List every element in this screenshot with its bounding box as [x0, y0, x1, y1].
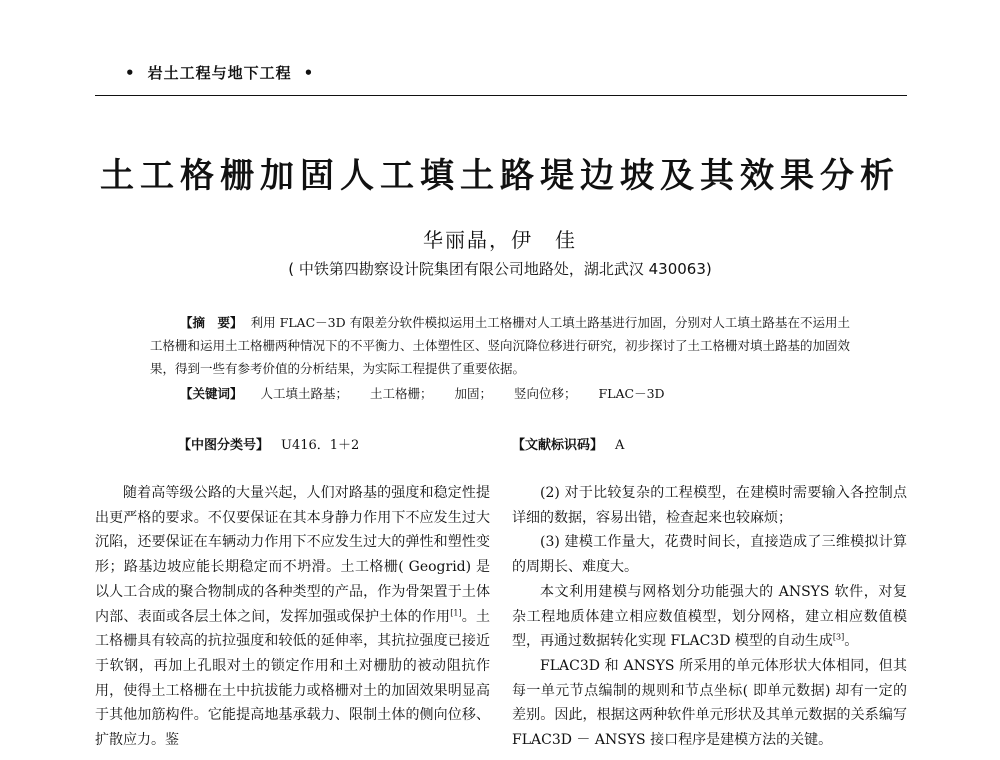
document-code-label: 【文献标识码】	[512, 438, 604, 453]
classification-label: 【中图分类号】	[178, 438, 270, 453]
citation-3: [3]	[832, 632, 845, 642]
running-header	[95, 62, 905, 83]
authors: 华丽晶，伊 佳	[423, 228, 577, 252]
keyword: 人工填土路基；	[260, 386, 349, 401]
body-paragraph	[512, 580, 907, 654]
header-bullet-left: •	[125, 64, 136, 82]
section-title: 岩土工程与地下工程	[147, 64, 292, 82]
keywords-label: 【关键词】	[180, 386, 243, 401]
body-paragraph: FLAC3D 和 ANSYS 所采用的单元体形状大体相同，但其每一单元节点编制的规则和节点坐标( 即单元数据) 却有一定的差别。因此，根据这两种软件单元形状及其单元数据的关系编写 FLAC3D － ANSYS 接口程序是建模方法的关键。	[512, 657, 907, 749]
body-paragraph: (3) 建模工作量大，花费时间长，直接造成了三维模拟计算的周期长、难度大。	[512, 534, 907, 576]
keyword: FLAC－3D	[598, 386, 665, 401]
body-paragraph: (2) 对于比较复杂的工程模型，在建模时需要输入各控制点详细的数据，容易出错，检查起来也较麻烦；	[512, 485, 907, 526]
paper-title: 土工格栅加固人工填土路堤边坡及其效果分析	[100, 156, 900, 196]
abstract	[150, 311, 850, 380]
abstract-text: 利用 FLAC－3D 有限差分软件模拟运用土工格栅对人工填土路基进行加固，分别对人工填土路基在不运用土工格栅和运用土工格栅两种情况下的不平衡力、土体塑性区、竖向沉降位移进行研究，初步探讨了土工格栅对填土路基的加固效果，得到一些有参考价值的分析结果，为实际工程提供了重要依据。	[150, 315, 851, 376]
body-column-left	[95, 481, 490, 753]
classification-number	[178, 434, 359, 453]
keyword: 加固；	[454, 386, 493, 401]
keyword: 竖向位移；	[514, 386, 577, 401]
paragraph-text: 随着高等级公路的大量兴起，人们对路基的强度和稳定性提出更严格的要求。不仅要保证在其本身静力作用下不应发生过大沉陷，还要保证在车辆动力作用下不应发生过大的弹性和塑性变形；路基边坡应能长期稳定而不坍滑。土工格栅( Geogrid) 是以人工合成的聚合物制成的各种类型的产品，作为骨架置于土体内部、表面或各层土体之间，发挥加强或保护土体的作用	[95, 485, 490, 625]
paragraph-text: 本文利用建模与网格划分功能强大的 ANSYS 软件，对复杂工程地质体建立相应数值模型，划分网格，建立相应数值模型，再通过数据转化实现 FLAC3D 模型的自动生成	[512, 583, 907, 650]
keyword: 土工格栅；	[370, 386, 433, 401]
body-column-right	[512, 481, 907, 753]
body-paragraph	[95, 481, 490, 753]
keywords	[180, 384, 880, 402]
header-bullet-right: •	[303, 64, 315, 82]
paragraph-text: 。	[844, 633, 859, 650]
classification-value: U416．1＋2	[281, 438, 360, 453]
paragraph-text: 。土工格栅具有较高的抗拉强度和较低的延伸率，其抗拉强度已接近于软钢，再加上孔眼对土的锁定作用和土对栅肋的被动阻抗作用，使得土工格栅在土中抗拔能力或格栅对土的加固效果明显高于其他加筋构件。它能提高地基承载力、限制土体的侧向位移、扩散应力。鉴	[95, 608, 491, 749]
header-rule	[95, 95, 907, 96]
document-code	[512, 434, 624, 453]
citation-1: [1]	[450, 607, 462, 617]
affiliation: ( 中铁第四勘察设计院集团有限公司地路处，湖北武汉 430063)	[288, 260, 712, 278]
document-code-value: A	[615, 438, 625, 453]
abstract-label: 【摘 要】	[180, 315, 243, 330]
